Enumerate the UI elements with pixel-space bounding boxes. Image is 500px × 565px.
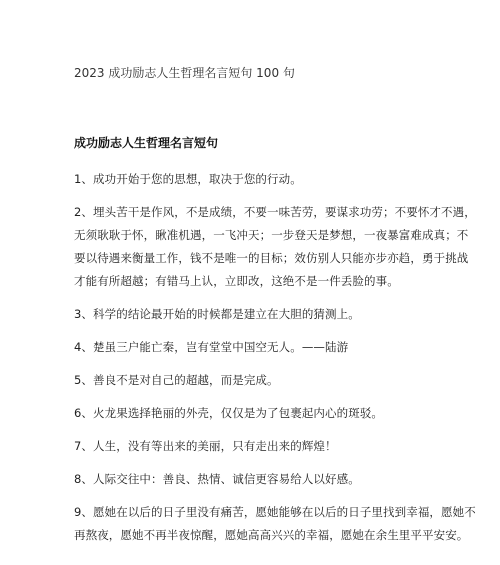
quote-line: 6、火龙果选择艳丽的外壳，仅仅是为了包裹起内心的斑驳。 <box>74 406 384 420</box>
quote-line: 9、愿她在以后的日子里没有痛苦，愿她能够在以后的日子里找到幸福，愿她不 <box>74 505 476 519</box>
quote-item <box>74 201 476 293</box>
quote-line: 要以待遇来衡量工作，钱不是唯一的目标；效仿别人只能亦步亦趋，勇于挑战 <box>74 251 469 265</box>
quote-line: 3、科学的结论最开始的时候都是建立在大胆的猜测上。 <box>74 307 360 321</box>
document-title: 2023 成功励志人生哲理名言短句 100 句 <box>74 66 295 80</box>
quote-list <box>74 168 476 557</box>
quote-item <box>74 501 476 547</box>
quote-line: 无须耿耿于怀，瞅准机遇，一飞冲天；一步登天是梦想，一夜暴富难成真；不 <box>74 228 469 242</box>
quote-item <box>74 468 434 491</box>
quote-item <box>74 402 434 425</box>
quote-line: 8、人际交往中：善良、热情、诚信更容易给人以好感。 <box>74 472 360 486</box>
section-heading: 成功励志人生哲理名言短句 <box>74 136 219 150</box>
quote-line: 才能有所超越；有错马上认，立即改，这绝不是一件丢脸的事。 <box>74 274 399 288</box>
quote-line: 7、人生，没有等出来的美丽，只有走出来的辉煌！ <box>74 439 337 453</box>
quote-item <box>74 435 434 458</box>
quote-item <box>74 168 434 191</box>
quote-item <box>74 369 434 392</box>
quote-line: 4、楚虽三户能亡秦，岂有堂堂中国空无人。——陆游 <box>74 340 349 354</box>
quote-item <box>74 336 434 359</box>
quote-line: 1、成功开始于您的思想，取决于您的行动。 <box>74 172 302 186</box>
quote-line: 再熬夜，愿她不再半夜惊醒，愿她高高兴兴的幸福，愿她在余生里平平安安。 <box>74 528 469 542</box>
quote-item <box>74 303 434 326</box>
quote-line: 5、善良不是对自己的超越，而是完成。 <box>74 373 279 387</box>
quote-line: 2、埋头苦干是作风，不是成绩，不要一味苦劳，要谋求功劳；不要怀才不遇， <box>74 205 476 219</box>
